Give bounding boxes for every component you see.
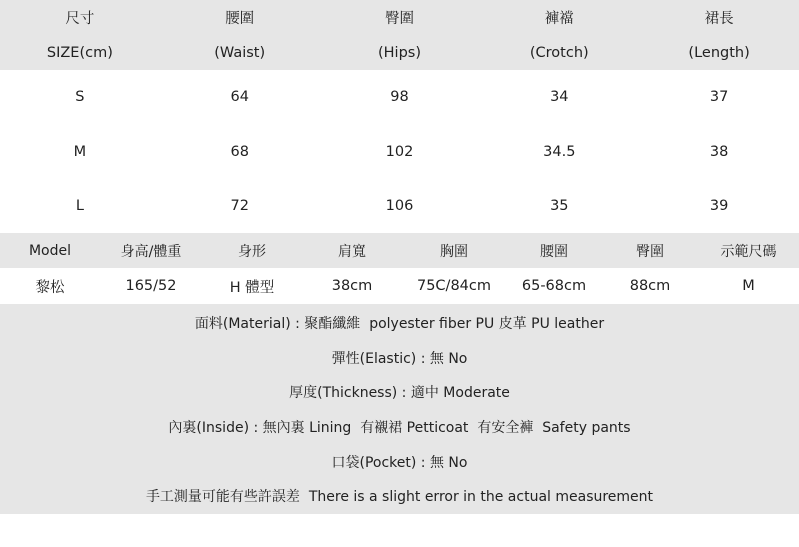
length-cell: 38 (709, 143, 729, 160)
header-waist-en: (Waist) (214, 44, 266, 61)
header-row-zh (0, 0, 799, 35)
header-size-zh: 尺寸 (65, 11, 95, 27)
crotch-cell: 34.5 (543, 143, 576, 160)
measurement-note: 手工測量可能有些許誤差 There is a slight error in the actual measurement (145, 489, 654, 506)
header-length-en: (Length) (688, 44, 750, 61)
size-table (0, 0, 799, 233)
length-cell: 39 (709, 198, 729, 215)
length-cell: 37 (709, 89, 729, 106)
header-hips-en: (Hips) (377, 44, 421, 61)
model-name: 黎松 (35, 279, 65, 296)
elastic-line: 彈性(Elastic) : 無 No (331, 350, 468, 367)
header-crotch-zh: 褲襠 (544, 11, 574, 27)
hips-cell: 106 (385, 198, 414, 215)
table-row (0, 179, 799, 234)
inside-line: 內裏(Inside) : 無內裏 Lining 有襯裙 Petticoat 有安全褲 Safety pants (168, 420, 631, 437)
model-hips: 88cm (629, 278, 671, 294)
header-hips: 臀圍 (636, 243, 664, 260)
header-bust: 胸圍 (440, 243, 468, 260)
waist-cell: 72 (230, 198, 249, 215)
waist-cell: 68 (230, 143, 249, 160)
model-shoulder: 38cm (331, 278, 373, 294)
header-shoulder: 肩寬 (338, 243, 366, 260)
material-line: 面料(Material) : 聚酯纖維 polyester fiber PU 皮革 PU leather (194, 316, 605, 333)
header-demo-size: 示範尺碼 (720, 243, 777, 260)
size-cell: S (75, 89, 85, 106)
header-waist: 腰圍 (540, 243, 568, 260)
crotch-cell: 34 (550, 89, 569, 106)
model-bust: 75C/84cm (416, 278, 491, 294)
hips-cell: 98 (390, 89, 409, 106)
waist-cell: 64 (230, 89, 249, 106)
header-row-en (0, 35, 799, 70)
model-waist: 65-68cm (521, 278, 587, 294)
header-height-weight: 身高/體重 (120, 243, 182, 260)
model-table-header (0, 233, 799, 268)
size-cell: L (75, 198, 84, 215)
model-height-weight: 165/52 (125, 278, 177, 294)
header-size-en: SIZE(cm) (46, 44, 113, 61)
table-row (0, 268, 799, 304)
model-demo-size: M (742, 278, 755, 294)
table-row (0, 125, 799, 180)
header-waist-zh: 腰圍 (225, 11, 255, 27)
header-body-shape: 身形 (238, 243, 266, 260)
header-model: Model (28, 242, 72, 259)
crotch-cell: 35 (550, 198, 569, 215)
model-table (0, 233, 799, 304)
thickness-line: 厚度(Thickness) : 適中 Moderate (289, 385, 510, 402)
header-hips-zh: 臀圍 (384, 11, 414, 27)
material-info (0, 304, 799, 514)
size-table-body (0, 70, 799, 233)
size-table-header (0, 0, 799, 70)
header-length-zh: 裙長 (704, 11, 734, 27)
header-crotch-en: (Crotch) (529, 44, 589, 61)
size-cell: M (73, 143, 87, 160)
model-body-shape: H 體型 (229, 279, 275, 296)
table-row (0, 70, 799, 125)
hips-cell: 102 (385, 143, 414, 160)
pocket-line: 口袋(Pocket) : 無 No (331, 454, 468, 471)
